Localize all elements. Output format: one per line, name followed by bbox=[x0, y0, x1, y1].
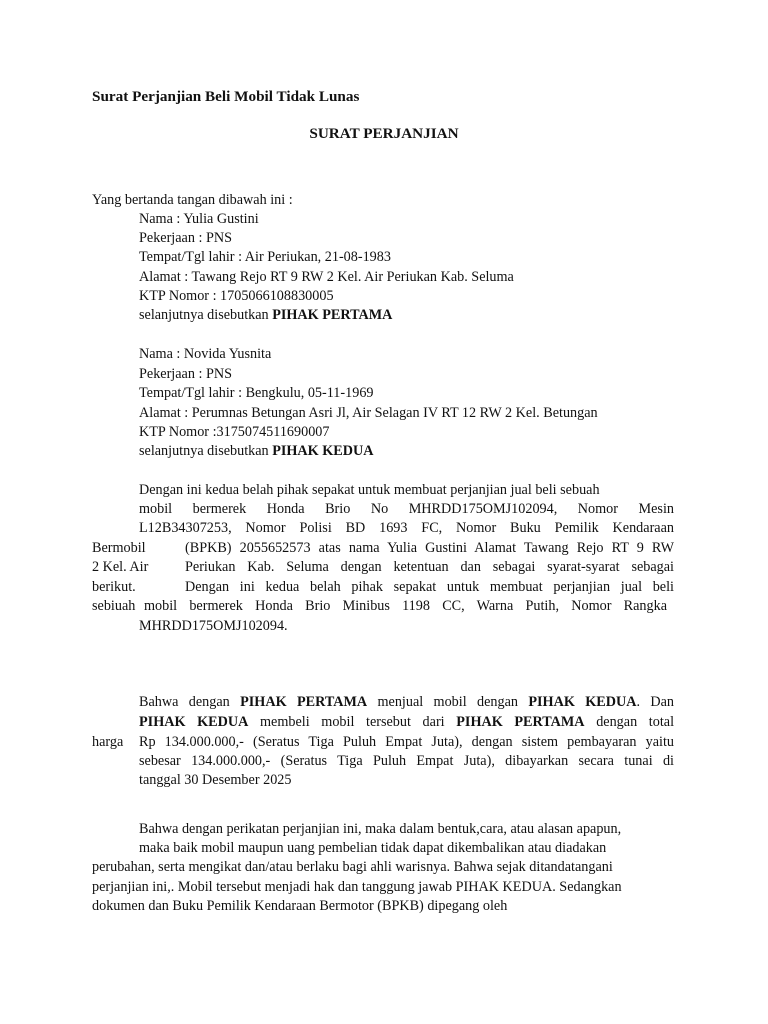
para2-line: tanggal 30 Desember 2025 bbox=[139, 772, 292, 788]
para1-line: mobil bermerek Honda Brio No MHRDD175OMJ102094, Nomor Mesin bbox=[139, 501, 674, 517]
party1-name: Nama : Yulia Gustini bbox=[139, 211, 259, 227]
para1-line: MHRDD175OMJ102094. bbox=[139, 618, 288, 634]
para2-line: sebesar 134.000.000,- (Seratus Tiga Puluh Empat Juta), dibayarkan secara tunai di bbox=[139, 753, 674, 769]
party1-birth: Tempat/Tgl lahir : Air Periukan, 21-08-1983 bbox=[139, 249, 391, 265]
party2-occupation: Pekerjaan : PNS bbox=[139, 366, 232, 382]
party2-birth: Tempat/Tgl lahir : Bengkulu, 05-11-1969 bbox=[139, 385, 374, 401]
party1-ktp: KTP Nomor : 1705066108830005 bbox=[139, 288, 334, 304]
party2-name: Nama : Novida Yusnita bbox=[139, 346, 272, 362]
party1-reference: selanjutnya disebutkan PIHAK PERTAMA bbox=[139, 307, 393, 323]
para2-line: Rp 134.000.000,- (Seratus Tiga Puluh Empat Juta), dengan sistem pembayaran yaitu bbox=[139, 734, 674, 750]
para1-line: L12B34307253, Nomor Polisi BD 1693 FC, Nomor Buku Pemilik Kendaraan bbox=[139, 520, 674, 536]
para2-line: PIHAK KEDUA membeli mobil tersebut dari PIHAK PERTAMA dengan total bbox=[139, 714, 675, 730]
para1-line: Dengan ini kedua belah pihak sepakat untuk membuat perjanjian jual beli sebuah bbox=[139, 482, 600, 498]
agreement-heading: SURAT PERJANJIAN bbox=[309, 125, 459, 142]
para1-line: (BPKB) 2055652573 atas nama Yulia Gustini Alamat Tawang Rejo RT 9 RW bbox=[185, 540, 674, 556]
para1-line: Periukan Kab. Seluma dengan ketentuan dan sebagai syarat-syarat sebagai bbox=[185, 559, 674, 575]
party2-reference: selanjutnya disebutkan PIHAK KEDUA bbox=[139, 443, 374, 459]
para3-line: maka baik mobil maupun uang pembelian tidak dapat dikembalikan atau diadakan bbox=[139, 840, 607, 856]
para3-line: perubahan, serta mengikat dan/atau berlaku bagi ahli warisnya. Bahwa sejak ditandatangani bbox=[92, 859, 613, 875]
para3-line: perjanjian ini,. Mobil tersebut menjadi hak dan tanggung jawab PIHAK KEDUA. Sedangkan bbox=[92, 879, 622, 895]
party2-ktp: KTP Nomor :3175074511690007 bbox=[139, 424, 330, 440]
para2-line: Bahwa dengan PIHAK PERTAMA menjual mobil dengan PIHAK KEDUA. Dan bbox=[139, 694, 674, 710]
para1-hanging-word: berikut. bbox=[92, 579, 136, 595]
para3-line: dokumen dan Buku Pemilik Kendaraan Bermotor (BPKB) dipegang oleh bbox=[92, 898, 508, 914]
intro-line: Yang bertanda tangan dibawah ini : bbox=[92, 192, 293, 208]
document-title: Surat Perjanjian Beli Mobil Tidak Lunas bbox=[92, 88, 360, 105]
party1-address: Alamat : Tawang Rejo RT 9 RW 2 Kel. Air Periukan Kab. Seluma bbox=[139, 269, 514, 285]
para1-hanging-word: sebiuah bbox=[92, 598, 136, 614]
para2-hanging-word: harga bbox=[92, 734, 124, 750]
para1-line: Dengan ini kedua belah pihak sepakat untuk membuat perjanjian jual beli bbox=[185, 579, 674, 595]
para1-hanging-word: 2 Kel. Air bbox=[92, 559, 149, 575]
para1-line: mobil bermerek Honda Brio Minibus 1198 CC, Warna Putih, Nomor Rangka bbox=[144, 598, 667, 614]
para1-hanging-word: Bermobil bbox=[92, 540, 146, 556]
party1-occupation: Pekerjaan : PNS bbox=[139, 230, 232, 246]
para3-line: Bahwa dengan perikatan perjanjian ini, maka dalam bentuk,cara, atau alasan apapun, bbox=[139, 821, 622, 837]
party2-address: Alamat : Perumnas Betungan Asri Jl, Air Selagan IV RT 12 RW 2 Kel. Betungan bbox=[139, 405, 598, 421]
